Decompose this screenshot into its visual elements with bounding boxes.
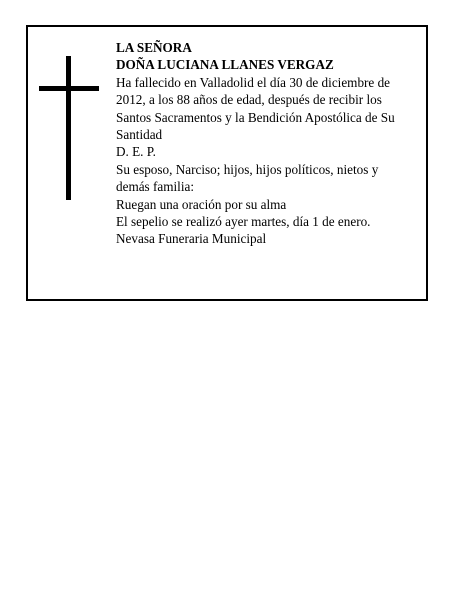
cross-icon: [39, 56, 99, 200]
funeral-home: Nevasa Funeraria Municipal: [116, 231, 267, 247]
heading-title: LA SEÑORA: [116, 40, 192, 55]
cross-horizontal-bar: [39, 86, 99, 91]
deceased-name: DOÑA LUCIANA LLANES VERGAZ: [116, 57, 334, 73]
family-line: Su esposo, Narciso; hijos, hijos políticos, nietos y: [116, 161, 379, 177]
announcement-line: Santidad: [116, 127, 163, 143]
announcement-line: 2012, a los 88 años de edad, después de recibir los: [116, 92, 382, 108]
prayer-request: Ruegan una oración por su alma: [116, 196, 287, 212]
obituary-text: [116, 39, 416, 248]
announcement-line: Santos Sacramentos y la Bendición Apostólica de Su: [116, 109, 395, 125]
cross-vertical-bar: [66, 56, 71, 200]
obituary-notice: [26, 25, 428, 301]
announcement-line: Ha fallecido en Valladolid el día 30 de diciembre de: [116, 74, 391, 90]
dep-text: D. E. P.: [116, 144, 156, 160]
burial-info: El sepelio se realizó ayer martes, día 1 de enero.: [116, 214, 371, 230]
family-line: demás familia:: [116, 179, 194, 195]
